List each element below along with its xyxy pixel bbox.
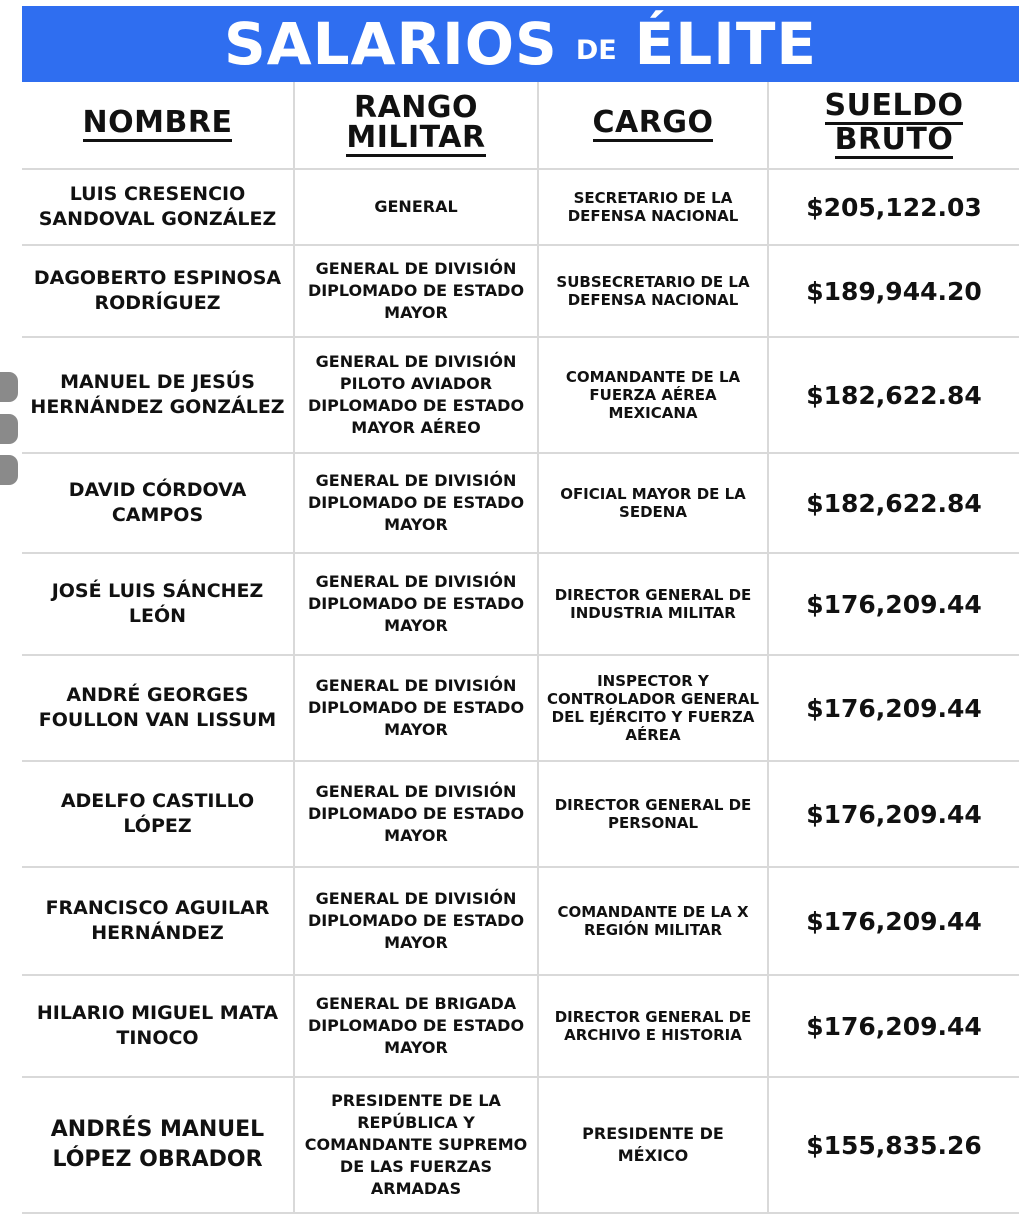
cell-name: HILARIO MIGUEL MATA TINOCO	[36, 1002, 279, 1049]
title-banner	[22, 6, 1019, 82]
cell-rank: GENERAL DE DIVISIÓN DIPLOMADO DE ESTADO MAYOR	[293, 656, 537, 760]
cell-cargo: SECRETARIO DE LA DEFENSA NACIONAL	[537, 170, 767, 244]
header-nombre: NOMBRE	[82, 105, 233, 140]
cell-rank: GENERAL DE DIVISIÓN DIPLOMADO DE ESTADO MAYOR	[293, 246, 537, 336]
cell-cargo: PRESIDENTE DE MÉXICO	[537, 1078, 767, 1212]
cell-rank: GENERAL	[293, 170, 537, 244]
cell-cargo: DIRECTOR GENERAL DE INDUSTRIA MILITAR	[537, 554, 767, 654]
title-part-1: SALARIOS	[223, 10, 558, 78]
table-row	[22, 976, 1019, 1078]
cell-salary: $182,622.84	[767, 338, 1019, 452]
table-header-row	[22, 82, 1019, 170]
cell-rank: GENERAL DE DIVISIÓN DIPLOMADO DE ESTADO MAYOR	[293, 868, 537, 974]
header-rango: RANGO MILITAR	[293, 82, 537, 168]
cell-salary: $176,209.44	[767, 976, 1019, 1076]
cell-salary: $176,209.44	[767, 762, 1019, 866]
table-row	[22, 762, 1019, 868]
cell-name: ADELFO CASTILLO LÓPEZ	[60, 790, 255, 837]
table-row	[22, 246, 1019, 338]
cell-name: ANDRÉ GEORGES FOULLON VAN LISSUM	[38, 684, 277, 731]
cell-salary: $176,209.44	[767, 554, 1019, 654]
cell-name: DAGOBERTO ESPINOSA RODRÍGUEZ	[33, 267, 282, 314]
table-row	[22, 656, 1019, 762]
table-row	[22, 338, 1019, 454]
cell-rank: GENERAL DE DIVISIÓN DIPLOMADO DE ESTADO MAYOR	[293, 762, 537, 866]
table-row	[22, 868, 1019, 976]
cell-cargo: DIRECTOR GENERAL DE ARCHIVO E HISTORIA	[537, 976, 767, 1076]
cell-rank: GENERAL DE BRIGADA DIPLOMADO DE ESTADO MAYOR	[293, 976, 537, 1076]
table-row	[22, 554, 1019, 656]
cell-name: JOSÉ LUIS SÁNCHEZ LEÓN	[51, 580, 264, 627]
salary-table	[22, 82, 1019, 1214]
side-tab-1[interactable]	[0, 372, 18, 402]
cell-name: DAVID CÓRDOVA CAMPOS	[68, 479, 247, 526]
side-tab-3[interactable]	[0, 455, 18, 485]
cell-salary: $182,622.84	[767, 454, 1019, 552]
cell-cargo: COMANDANTE DE LA FUERZA AÉREA MEXICANA	[537, 338, 767, 452]
cell-salary: $155,835.26	[767, 1078, 1019, 1212]
cell-cargo: INSPECTOR Y CONTROLADOR GENERAL DEL EJÉRCITO Y FUERZA AÉREA	[537, 656, 767, 760]
cell-rank: GENERAL DE DIVISIÓN DIPLOMADO DE ESTADO MAYOR	[293, 454, 537, 552]
cell-cargo: SUBSECRETARIO DE LA DEFENSA NACIONAL	[537, 246, 767, 336]
cell-name: FRANCISCO AGUILAR HERNÁNDEZ	[45, 897, 270, 944]
header-sueldo: SUELDO BRUTO	[767, 82, 1019, 168]
cell-cargo: OFICIAL MAYOR DE LA SEDENA	[537, 454, 767, 552]
cell-salary: $176,209.44	[767, 868, 1019, 974]
cell-salary: $189,944.20	[767, 246, 1019, 336]
title-part-2: DE	[575, 34, 617, 66]
side-tab-2[interactable]	[0, 414, 18, 444]
header-cargo: CARGO	[537, 82, 767, 168]
table-row	[22, 454, 1019, 554]
cell-name: MANUEL DE JESÚS HERNÁNDEZ GONZÁLEZ	[30, 371, 285, 418]
cell-name: LUIS CRESENCIO SANDOVAL GONZÁLEZ	[38, 183, 277, 230]
cell-cargo: COMANDANTE DE LA X REGIÓN MILITAR	[537, 868, 767, 974]
cell-cargo: DIRECTOR GENERAL DE PERSONAL	[537, 762, 767, 866]
cell-rank: GENERAL DE DIVISIÓN DIPLOMADO DE ESTADO MAYOR	[293, 554, 537, 654]
cell-rank: GENERAL DE DIVISIÓN PILOTO AVIADOR DIPLOMADO DE ESTADO MAYOR AÉREO	[293, 338, 537, 452]
cell-salary: $205,122.03	[767, 170, 1019, 244]
title-part-3: ÉLITE	[634, 10, 818, 78]
table-row	[22, 170, 1019, 246]
table-row	[22, 1078, 1019, 1214]
cell-rank: PRESIDENTE DE LA REPÚBLICA Y COMANDANTE SUPREMO DE LAS FUERZAS ARMADAS	[293, 1078, 537, 1212]
cell-salary: $176,209.44	[767, 656, 1019, 760]
cell-name: ANDRÉS MANUEL LÓPEZ OBRADOR	[50, 1117, 265, 1172]
